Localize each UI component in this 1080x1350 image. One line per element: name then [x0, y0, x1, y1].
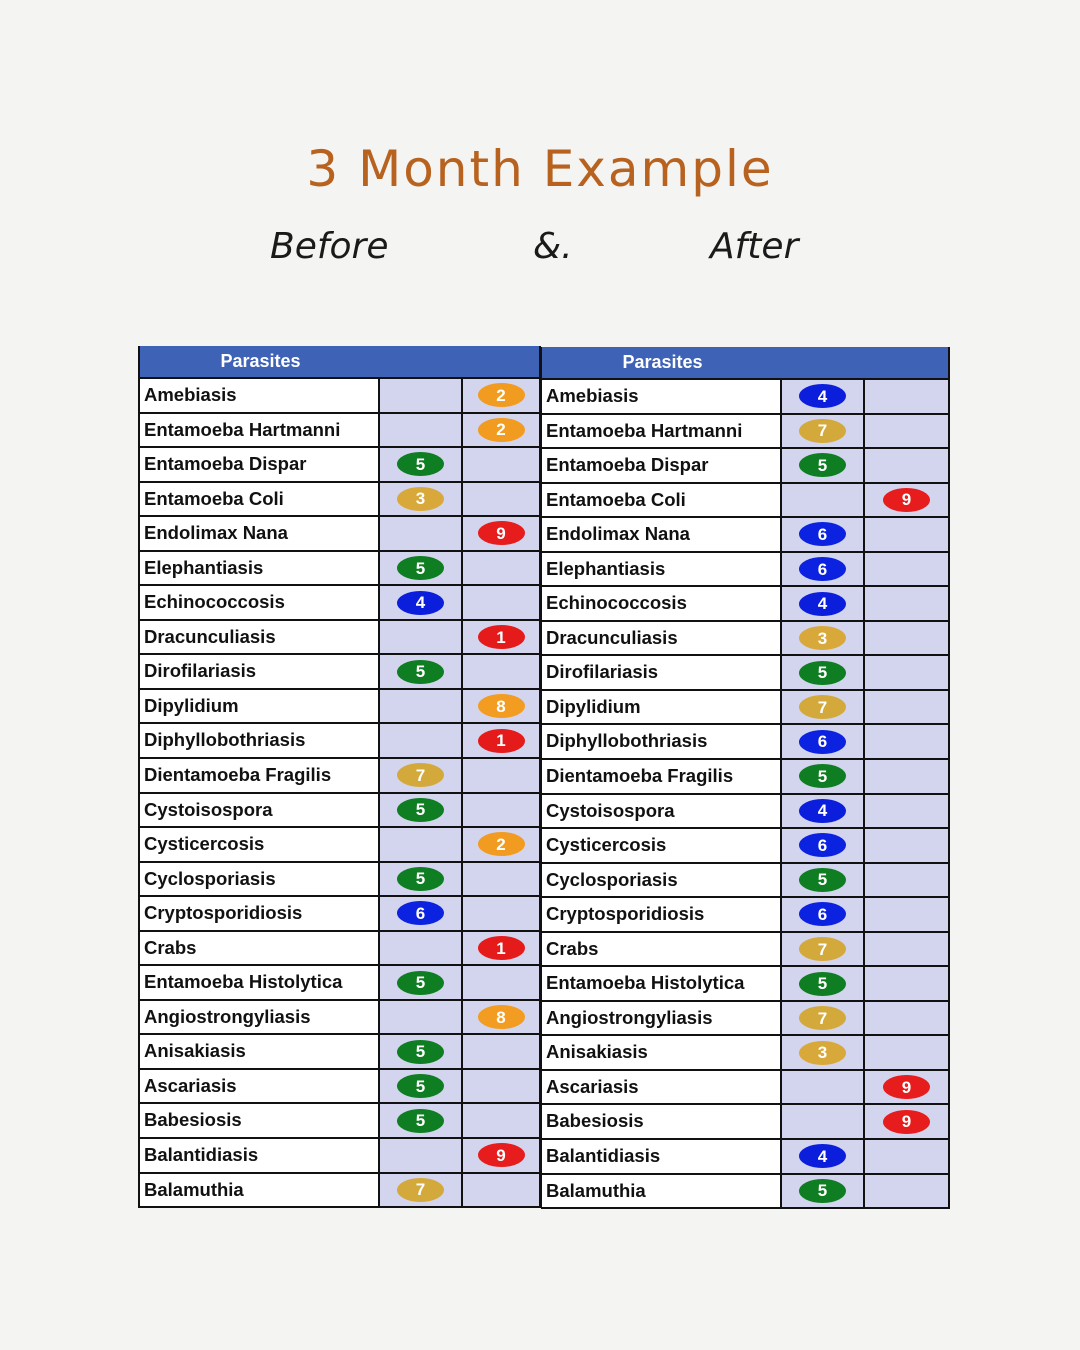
table-row — [140, 932, 539, 967]
parasite-name: Babesiosis — [542, 1105, 782, 1138]
score-cell-1 — [782, 829, 865, 862]
table-row — [542, 380, 948, 415]
score-cell-1 — [782, 1105, 865, 1138]
score-cell-1 — [380, 1070, 463, 1103]
score-cell-2 — [463, 448, 539, 481]
score-cell-2 — [463, 1070, 539, 1103]
parasite-name: Cyclosporiasis — [140, 863, 380, 896]
table-row — [140, 724, 539, 759]
score-cell-1 — [380, 448, 463, 481]
parasite-name: Entamoeba Histolytica — [140, 966, 380, 999]
table-row — [542, 725, 948, 760]
score-cell-2 — [463, 897, 539, 930]
table-row — [140, 828, 539, 863]
score-badge: 8 — [478, 1005, 525, 1029]
table-row — [542, 587, 948, 622]
score-badge: 3 — [397, 487, 444, 511]
score-badge: 7 — [799, 419, 846, 443]
before-table — [138, 346, 541, 1208]
parasite-name: Dipylidium — [542, 691, 782, 724]
table-row — [140, 690, 539, 725]
table-row — [542, 656, 948, 691]
score-cell-2 — [865, 1036, 948, 1069]
parasite-name: Entamoeba Hartmanni — [140, 414, 380, 447]
table-row — [542, 864, 948, 899]
parasite-name: Cystoisospora — [140, 794, 380, 827]
parasite-name: Dracunculiasis — [140, 621, 380, 654]
score-cell-1 — [380, 621, 463, 654]
score-cell-1 — [782, 725, 865, 758]
score-cell-1 — [782, 1036, 865, 1069]
score-badge: 9 — [883, 488, 930, 512]
score-badge: 9 — [478, 1143, 525, 1167]
score-cell-2 — [463, 724, 539, 757]
score-badge: 9 — [478, 521, 525, 545]
score-cell-1 — [380, 759, 463, 792]
table-row — [542, 622, 948, 657]
score-badge: 1 — [478, 625, 525, 649]
score-cell-1 — [380, 1174, 463, 1207]
parasite-name: Amebiasis — [542, 380, 782, 413]
score-cell-1 — [782, 1175, 865, 1208]
score-badge: 9 — [883, 1110, 930, 1134]
after-table — [541, 347, 950, 1209]
score-cell-1 — [380, 586, 463, 619]
score-cell-1 — [782, 484, 865, 517]
score-cell-2 — [463, 966, 539, 999]
parasite-name: Ascariasis — [140, 1070, 380, 1103]
score-cell-2 — [463, 794, 539, 827]
score-cell-1 — [380, 897, 463, 930]
parasite-name: Angiostrongyliasis — [140, 1001, 380, 1034]
score-cell-2 — [865, 864, 948, 897]
score-cell-2 — [865, 795, 948, 828]
ampersand-label: &. — [533, 226, 573, 267]
score-badge: 7 — [799, 695, 846, 719]
score-cell-2 — [463, 863, 539, 896]
score-cell-2 — [865, 484, 948, 517]
score-badge: 5 — [397, 660, 444, 684]
parasite-name: Cyclosporiasis — [542, 864, 782, 897]
table-row — [140, 897, 539, 932]
table-row — [140, 794, 539, 829]
table-row — [542, 484, 948, 519]
score-badge: 5 — [799, 661, 846, 685]
table-row — [542, 1002, 948, 1037]
table-row — [140, 414, 539, 449]
score-badge: 5 — [799, 1179, 846, 1203]
table-row — [542, 898, 948, 933]
score-cell-1 — [380, 1035, 463, 1068]
parasite-name: Entamoeba Dispar — [140, 448, 380, 481]
score-cell-1 — [782, 898, 865, 931]
score-cell-1 — [782, 933, 865, 966]
parasite-name: Crabs — [140, 932, 380, 965]
score-cell-2 — [463, 517, 539, 550]
score-badge: 1 — [478, 936, 525, 960]
score-cell-1 — [782, 967, 865, 1000]
score-cell-2 — [865, 1105, 948, 1138]
parasite-name: Elephantiasis — [140, 552, 380, 585]
score-cell-1 — [782, 795, 865, 828]
score-cell-1 — [380, 932, 463, 965]
score-cell-2 — [865, 587, 948, 620]
parasite-name: Cysticercosis — [140, 828, 380, 861]
score-cell-2 — [865, 1140, 948, 1173]
score-cell-2 — [865, 449, 948, 482]
parasite-name: Dirofilariasis — [140, 655, 380, 688]
table-row — [542, 449, 948, 484]
parasite-name: Anisakiasis — [140, 1035, 380, 1068]
score-badge: 8 — [478, 694, 525, 718]
score-badge: 3 — [799, 1041, 846, 1065]
score-cell-1 — [782, 518, 865, 551]
table-header — [542, 347, 948, 380]
score-badge: 5 — [397, 1040, 444, 1064]
parasite-name: Elephantiasis — [542, 553, 782, 586]
score-cell-2 — [463, 552, 539, 585]
table-row — [140, 1070, 539, 1105]
header-label: Parasites — [220, 351, 301, 371]
score-badge: 5 — [397, 1109, 444, 1133]
score-badge: 4 — [799, 384, 846, 408]
score-cell-2 — [865, 656, 948, 689]
score-cell-2 — [865, 1071, 948, 1104]
parasite-name: Dipylidium — [140, 690, 380, 723]
score-cell-2 — [463, 621, 539, 654]
header-label: Parasites — [622, 352, 703, 372]
score-cell-2 — [865, 933, 948, 966]
parasite-name: Diphyllobothriasis — [542, 725, 782, 758]
score-cell-1 — [380, 517, 463, 550]
score-cell-2 — [463, 1174, 539, 1207]
parasite-name: Angiostrongyliasis — [542, 1002, 782, 1035]
score-cell-1 — [380, 794, 463, 827]
score-badge: 5 — [397, 556, 444, 580]
score-badge: 4 — [397, 591, 444, 615]
score-cell-2 — [463, 1001, 539, 1034]
score-cell-1 — [782, 1140, 865, 1173]
table-row — [140, 552, 539, 587]
score-cell-1 — [782, 1071, 865, 1104]
parasite-name: Entamoeba Hartmanni — [542, 415, 782, 448]
parasite-name: Dracunculiasis — [542, 622, 782, 655]
score-badge: 6 — [799, 833, 846, 857]
table-row — [140, 1139, 539, 1174]
parasite-name: Cystoisospora — [542, 795, 782, 828]
score-cell-2 — [865, 415, 948, 448]
score-cell-1 — [380, 552, 463, 585]
score-badge: 6 — [397, 901, 444, 925]
score-badge: 5 — [799, 972, 846, 996]
table-row — [140, 1174, 539, 1209]
score-cell-1 — [782, 587, 865, 620]
parasite-name: Ascariasis — [542, 1071, 782, 1104]
score-badge: 4 — [799, 592, 846, 616]
score-cell-1 — [782, 553, 865, 586]
table-row — [140, 759, 539, 794]
score-cell-2 — [865, 518, 948, 551]
score-badge: 6 — [799, 557, 846, 581]
table-row — [140, 448, 539, 483]
parasite-name: Balamuthia — [542, 1175, 782, 1208]
score-cell-2 — [463, 690, 539, 723]
score-cell-2 — [463, 932, 539, 965]
parasite-name: Endolimax Nana — [542, 518, 782, 551]
table-row — [140, 621, 539, 656]
score-cell-2 — [463, 1104, 539, 1137]
score-cell-2 — [463, 586, 539, 619]
score-cell-2 — [865, 1002, 948, 1035]
score-cell-1 — [380, 655, 463, 688]
table-row — [542, 1175, 948, 1210]
table-row — [542, 760, 948, 795]
parasite-name: Balantidiasis — [542, 1140, 782, 1173]
score-cell-1 — [380, 1001, 463, 1034]
score-badge: 7 — [799, 1006, 846, 1030]
after-label: After — [710, 226, 799, 267]
parasite-name: Cysticercosis — [542, 829, 782, 862]
table-row — [140, 966, 539, 1001]
parasite-name: Echinococcosis — [140, 586, 380, 619]
score-cell-2 — [463, 1035, 539, 1068]
score-cell-1 — [380, 1139, 463, 1172]
score-cell-1 — [380, 690, 463, 723]
score-cell-1 — [380, 966, 463, 999]
parasite-name: Balantidiasis — [140, 1139, 380, 1172]
table-row — [542, 1105, 948, 1140]
score-badge: 4 — [799, 1144, 846, 1168]
table-row — [542, 415, 948, 450]
parasite-name: Cryptosporidiosis — [140, 897, 380, 930]
table-row — [140, 586, 539, 621]
score-cell-2 — [865, 725, 948, 758]
table-row — [542, 1140, 948, 1175]
table-row — [542, 933, 948, 968]
score-cell-1 — [380, 863, 463, 896]
score-cell-2 — [463, 828, 539, 861]
table-row — [140, 1001, 539, 1036]
table-row — [140, 379, 539, 414]
score-badge: 3 — [799, 626, 846, 650]
score-cell-1 — [380, 828, 463, 861]
parasite-name: Endolimax Nana — [140, 517, 380, 550]
score-badge: 5 — [799, 453, 846, 477]
table-row — [542, 829, 948, 864]
score-cell-2 — [463, 759, 539, 792]
score-cell-1 — [380, 414, 463, 447]
score-badge: 5 — [397, 1074, 444, 1098]
parasite-name: Crabs — [542, 933, 782, 966]
score-badge: 2 — [478, 383, 525, 407]
page-title: 3 Month Example — [306, 140, 774, 198]
score-cell-1 — [782, 622, 865, 655]
parasite-name: Dientamoeba Fragilis — [140, 759, 380, 792]
score-badge: 5 — [397, 798, 444, 822]
score-cell-1 — [782, 760, 865, 793]
score-cell-1 — [380, 1104, 463, 1137]
table-row — [140, 483, 539, 518]
table-row — [542, 967, 948, 1002]
score-badge: 1 — [478, 729, 525, 753]
score-badge: 7 — [397, 1178, 444, 1202]
score-cell-2 — [865, 622, 948, 655]
score-badge: 5 — [799, 764, 846, 788]
parasite-name: Dientamoeba Fragilis — [542, 760, 782, 793]
parasite-name: Balamuthia — [140, 1174, 380, 1207]
table-row — [542, 553, 948, 588]
parasite-name: Echinococcosis — [542, 587, 782, 620]
score-cell-2 — [463, 655, 539, 688]
score-badge: 2 — [478, 418, 525, 442]
score-cell-2 — [865, 553, 948, 586]
score-cell-1 — [380, 483, 463, 516]
score-cell-2 — [463, 483, 539, 516]
score-cell-2 — [463, 379, 539, 412]
score-badge: 5 — [397, 867, 444, 891]
table-row — [542, 691, 948, 726]
table-row — [140, 655, 539, 690]
parasite-name: Amebiasis — [140, 379, 380, 412]
score-cell-1 — [380, 379, 463, 412]
table-row — [542, 795, 948, 830]
score-cell-1 — [782, 449, 865, 482]
score-badge: 7 — [799, 937, 846, 961]
parasite-name: Entamoeba Dispar — [542, 449, 782, 482]
score-cell-1 — [782, 864, 865, 897]
parasite-name: Entamoeba Coli — [542, 484, 782, 517]
score-cell-1 — [782, 1002, 865, 1035]
score-cell-2 — [865, 760, 948, 793]
parasite-name: Dirofilariasis — [542, 656, 782, 689]
score-badge: 5 — [397, 971, 444, 995]
score-cell-1 — [782, 380, 865, 413]
score-badge: 2 — [478, 832, 525, 856]
score-cell-2 — [865, 380, 948, 413]
table-row — [542, 1071, 948, 1106]
score-cell-1 — [782, 415, 865, 448]
score-badge: 6 — [799, 522, 846, 546]
before-label: Before — [270, 226, 389, 267]
parasite-name: Entamoeba Coli — [140, 483, 380, 516]
score-badge: 5 — [799, 868, 846, 892]
score-cell-1 — [380, 724, 463, 757]
score-badge: 9 — [883, 1075, 930, 1099]
parasite-name: Entamoeba Histolytica — [542, 967, 782, 1000]
score-cell-2 — [463, 1139, 539, 1172]
parasite-name: Diphyllobothriasis — [140, 724, 380, 757]
score-badge: 6 — [799, 730, 846, 754]
score-cell-1 — [782, 691, 865, 724]
parasite-name: Cryptosporidiosis — [542, 898, 782, 931]
score-cell-2 — [463, 414, 539, 447]
score-cell-2 — [865, 1175, 948, 1208]
table-header — [140, 346, 539, 379]
score-cell-2 — [865, 898, 948, 931]
table-row — [542, 1036, 948, 1071]
table-row — [542, 518, 948, 553]
table-row — [140, 1104, 539, 1139]
score-cell-2 — [865, 829, 948, 862]
score-badge: 4 — [799, 799, 846, 823]
parasite-name: Anisakiasis — [542, 1036, 782, 1069]
table-row — [140, 1035, 539, 1070]
score-badge: 7 — [397, 763, 444, 787]
score-badge: 5 — [397, 452, 444, 476]
parasite-name: Babesiosis — [140, 1104, 380, 1137]
score-badge: 6 — [799, 902, 846, 926]
score-cell-1 — [782, 656, 865, 689]
table-row — [140, 517, 539, 552]
table-row — [140, 863, 539, 898]
score-cell-2 — [865, 691, 948, 724]
score-cell-2 — [865, 967, 948, 1000]
